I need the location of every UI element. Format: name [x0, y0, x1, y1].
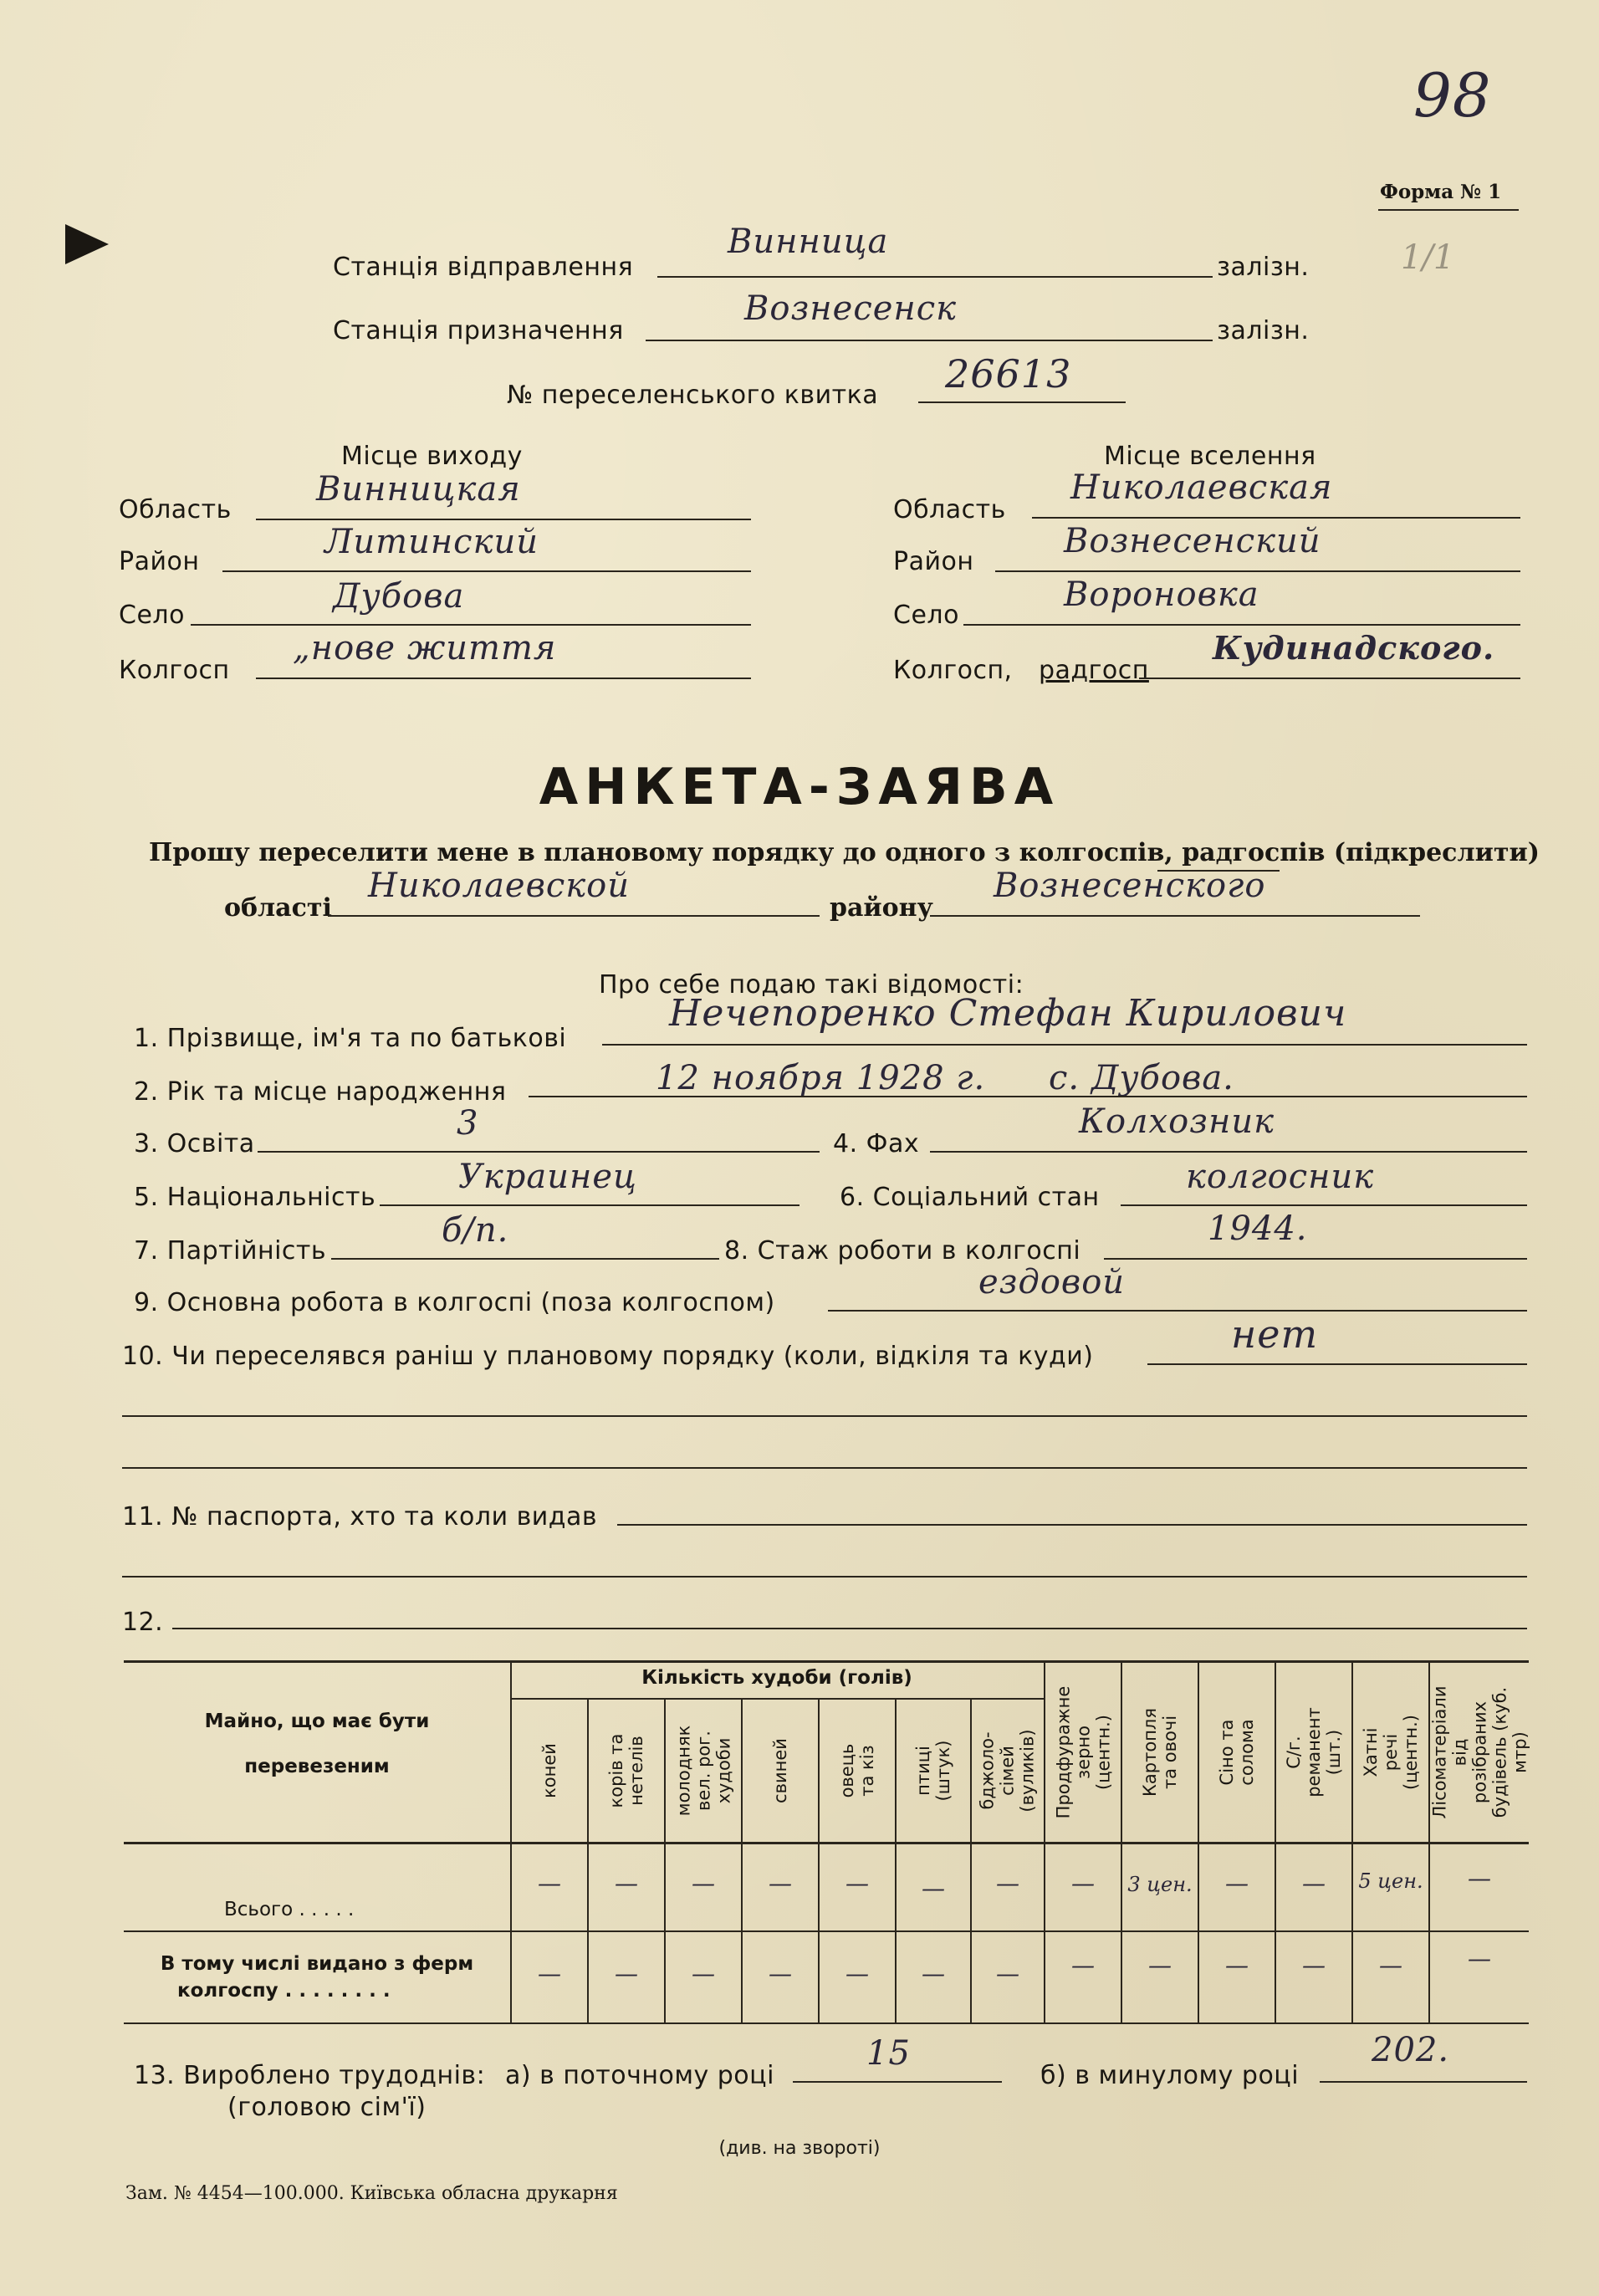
col-header-household: Хатні речі (центн.): [1361, 1715, 1421, 1790]
item-7-value: б/п.: [442, 1211, 509, 1250]
item-12-label: 12.: [122, 1608, 164, 1637]
item-13-label: 13. Вироблено трудоднів:: [134, 2061, 486, 2090]
dest-oblast-label: Область: [893, 495, 1006, 524]
farm-beehives: —: [996, 1960, 1019, 1987]
ticket-label: № переселенського квитка: [507, 381, 879, 410]
printer-imprint: Зам. № 4454—100.000. Київська обласна друкарня: [125, 2183, 618, 2204]
livestock-header: Кількість худоби (голів): [641, 1667, 912, 1689]
farm-pigs: —: [769, 1960, 792, 1987]
form-label: Форма № 1: [1380, 181, 1502, 203]
col-header-pigs: свиней: [770, 1738, 790, 1803]
binder-hole-mark: [65, 224, 109, 264]
farm-household: —: [1379, 1951, 1402, 1979]
dep-station-label: Станція відправлення: [333, 253, 634, 282]
total-grain: —: [1071, 1869, 1095, 1897]
dep-station-value: Винница: [728, 222, 889, 261]
col-header-beehives: бджоло-сімей (вуликів): [978, 1729, 1038, 1813]
total-timber: —: [1468, 1864, 1491, 1892]
item-11-label: 11. № паспорта, хто та коли видав: [122, 1502, 598, 1532]
dest-station-label: Станція призначення: [333, 316, 624, 345]
item-8-value: 1944.: [1208, 1209, 1308, 1248]
origin-selo-value: Дубова: [333, 577, 465, 616]
property-header-line-2: перевезеним: [244, 1756, 390, 1777]
dep-rail-suffix: залізн.: [1217, 253, 1310, 282]
col-header-grain: Продфуражне зерно (центн.): [1053, 1685, 1114, 1819]
property-header-line-1: Майно, що має бути: [204, 1710, 430, 1732]
col-header-sheep-goats: овець та кіз: [837, 1743, 877, 1798]
origin-selo-label: Село: [119, 601, 185, 630]
ticket-number: 26613: [945, 351, 1072, 396]
farm-tools: —: [1302, 1951, 1326, 1979]
dest-rail-suffix: залізн.: [1217, 316, 1310, 345]
total-pigs: —: [769, 1869, 792, 1897]
item-9-label: 9. Основна робота в колгоспі (поза колгоспом): [134, 1288, 775, 1317]
item-1-value: Нечепоренко Стефан Кирилович: [669, 992, 1347, 1035]
col-header-potatoes: Картопля та овочі: [1140, 1708, 1181, 1797]
item-4-label: 4. Фах: [833, 1129, 920, 1158]
item-6-label: 6. Соціальний стан: [840, 1183, 1100, 1212]
farm-cows: —: [615, 1960, 638, 1987]
total-household: 5 цен.: [1358, 1869, 1423, 1893]
col-header-hay: Сіно та солома: [1217, 1719, 1257, 1786]
workdays-current-label: а) в поточному році: [505, 2061, 774, 2090]
dest-raion-value: Вознесенский: [1064, 522, 1321, 560]
total-young-cattle: —: [692, 1869, 715, 1897]
intro-line: Про себе подаю такі відомості:: [599, 970, 1024, 1000]
total-sheep-goats: —: [845, 1869, 869, 1897]
origin-raion-label: Район: [119, 547, 200, 576]
item-13-sublabel: (головою сім'ї): [227, 2093, 427, 2122]
item-10-value: нет: [1231, 1312, 1319, 1357]
farm-hay: —: [1225, 1951, 1249, 1979]
item-8-label: 8. Стаж роботи в колгоспі: [724, 1236, 1081, 1266]
total-hay: —: [1225, 1869, 1249, 1897]
dest-oblast-value: Николаевская: [1070, 468, 1333, 507]
request-oblast-label: області: [224, 893, 332, 923]
request-raion-value: Вознесенского: [994, 867, 1266, 905]
col-header-horses: коней: [539, 1743, 559, 1798]
item-2-value-date: 12 ноября 1928 г.: [656, 1059, 986, 1097]
total-beehives: —: [996, 1869, 1019, 1897]
item-9-value: ездовой: [978, 1263, 1126, 1301]
origin-oblast-label: Область: [119, 495, 232, 524]
origin-kolhosp-label: Колгосп: [119, 656, 230, 685]
row-farm-label-line-2: колгоспу . . . . . . . .: [177, 1980, 391, 2002]
item-5-label: 5. Національність: [134, 1183, 376, 1212]
item-3-value: 3: [457, 1104, 479, 1143]
farm-sheep-goats: —: [845, 1960, 869, 1987]
row-total-label: Всього . . . . .: [224, 1899, 355, 1920]
footer-note: (див. на звороті): [718, 2138, 881, 2159]
col-header-cows: корів та нетелів: [606, 1733, 646, 1808]
total-horses: —: [538, 1869, 561, 1897]
item-6-value: колгосник: [1186, 1158, 1375, 1196]
row-farm-label-line-1: В тому числі видано з ферм: [160, 1953, 474, 1975]
origin-raion-value: Литинский: [324, 523, 539, 561]
page-number: 98: [1413, 60, 1492, 130]
origin-oblast-value: Винницкая: [316, 470, 521, 509]
item-2-label: 2. Рік та місце народження: [134, 1077, 507, 1107]
item-4-value: Колхозник: [1079, 1102, 1275, 1141]
workdays-prev-value: 202.: [1372, 2031, 1450, 2069]
item-3-label: 3. Освіта: [134, 1129, 255, 1158]
total-tools: —: [1302, 1869, 1326, 1897]
farm-young-cattle: —: [692, 1960, 715, 1987]
item-5-value: Украинец: [458, 1158, 637, 1196]
farm-horses: —: [538, 1960, 561, 1987]
origin-heading: Місце виходу: [341, 442, 523, 471]
dest-radhosp-label: радгосп: [1039, 656, 1149, 685]
dest-kolhosp-label: Колгосп,: [893, 656, 1013, 685]
farm-poultry: —: [922, 1960, 945, 1987]
request-line: Прошу переселити мене в плановому порядку до одного з колгоспів, радгоспів (підкреслити): [149, 838, 1540, 867]
total-poultry: —: [922, 1874, 945, 1902]
item-7-label: 7. Партійність: [134, 1236, 327, 1266]
dest-raion-label: Район: [893, 547, 974, 576]
farm-potatoes: —: [1148, 1951, 1172, 1979]
margin-mark: 1/1: [1401, 238, 1455, 277]
workdays-prev-label: б) в минулому році: [1040, 2061, 1300, 2090]
dest-heading: Місце вселення: [1104, 442, 1316, 471]
workdays-current-value: 15: [866, 2034, 911, 2073]
total-potatoes: 3 цен.: [1127, 1873, 1193, 1896]
request-oblast-value: Николаевской: [368, 867, 631, 905]
dest-kolhosp-value: Кудинадского.: [1213, 629, 1495, 667]
dest-selo-label: Село: [893, 601, 959, 630]
col-header-tools: С/г. реманент (шт.): [1284, 1707, 1345, 1797]
col-header-timber: Лісоматеріали від розібраних будівель (куб. мтр): [1429, 1685, 1530, 1819]
dest-selo-value: Вороновка: [1064, 575, 1259, 614]
farm-grain: —: [1071, 1951, 1095, 1979]
total-cows: —: [615, 1869, 638, 1897]
col-header-poultry: птиці (штук): [913, 1740, 953, 1802]
item-10-label: 10. Чи переселявся раніш у плановому порядку (коли, відкіля та куди): [122, 1342, 1094, 1371]
farm-timber: —: [1468, 1945, 1491, 1972]
property-table: [124, 1660, 1529, 2024]
dest-station-value: Вознесенск: [744, 289, 958, 328]
form-title: АНКЕТА-ЗАЯВА: [539, 758, 1060, 816]
request-raion-label: району: [830, 893, 933, 923]
item-2-value-place: с. Дубова.: [1049, 1059, 1234, 1097]
item-1-label: 1. Прізвище, ім'я та по батькові: [134, 1024, 567, 1053]
col-header-young-cattle: молодняк вел. рог. худоби: [673, 1725, 733, 1817]
origin-kolhosp-value: „нове життя: [293, 629, 557, 667]
